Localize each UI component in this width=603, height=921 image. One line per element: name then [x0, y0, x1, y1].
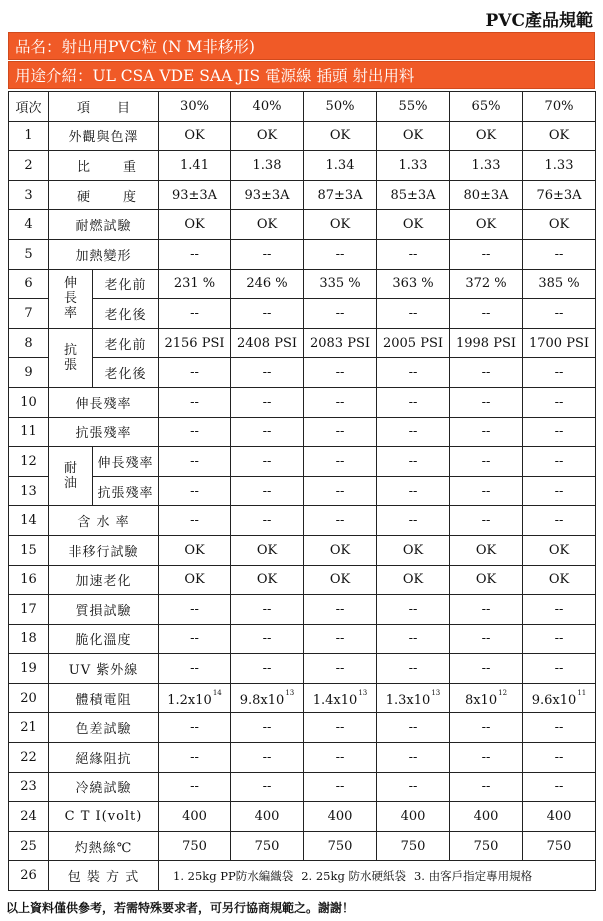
table-row — [9, 358, 596, 388]
group-label-elongation — [49, 269, 93, 328]
table-row — [9, 387, 596, 417]
row-no: 26 — [9, 861, 49, 891]
value-exponent: 12 — [498, 688, 508, 697]
value-cell: -- — [450, 772, 523, 802]
value-cell: -- — [304, 654, 377, 684]
value-cell: OK — [304, 121, 377, 151]
value-exponent: 13 — [431, 688, 441, 697]
value-cell: 1.33 — [450, 151, 523, 181]
header-col-50: 50% — [304, 92, 377, 122]
value-cell: OK — [450, 210, 523, 240]
value-mantissa: 9.8x10 — [239, 692, 285, 708]
row-no: 25 — [9, 831, 49, 861]
row-item-part: 比 — [77, 159, 91, 175]
row-no: 8 — [9, 328, 49, 358]
value-cell: 246 % — [231, 269, 304, 299]
row-item: 質損試驗 — [49, 595, 159, 625]
row-item: 老化前 — [93, 269, 159, 299]
row-item: 老化前 — [93, 328, 159, 358]
value-cell: OK — [377, 121, 450, 151]
value-cell: 363 % — [377, 269, 450, 299]
value-cell: 1700 PSI — [523, 328, 596, 358]
value-cell: OK — [304, 535, 377, 565]
table-row — [9, 624, 596, 654]
row-no: 7 — [9, 299, 49, 329]
value-cell: -- — [304, 417, 377, 447]
value-cell: OK — [231, 121, 304, 151]
table-row — [9, 506, 596, 536]
value-cell: -- — [304, 624, 377, 654]
table-row — [9, 121, 596, 151]
value-cell: -- — [231, 476, 304, 506]
value-cell: OK — [159, 121, 231, 151]
value-cell: -- — [523, 387, 596, 417]
header-col-65: 65% — [450, 92, 523, 122]
value-cell: -- — [523, 743, 596, 773]
value-cell: -- — [231, 447, 304, 477]
header-col-30: 30% — [159, 92, 231, 122]
value-cell: 400 — [231, 802, 304, 832]
table-header-row — [9, 92, 596, 122]
value-cell: 750 — [304, 831, 377, 861]
value-cell: 87±3A — [304, 180, 377, 210]
row-no: 23 — [9, 772, 49, 802]
value-cell: -- — [231, 654, 304, 684]
value-cell: -- — [377, 624, 450, 654]
value-cell: OK — [450, 535, 523, 565]
table-row — [9, 743, 596, 773]
row-no: 15 — [9, 535, 49, 565]
value-cell: -- — [523, 476, 596, 506]
value-exponent: 14 — [212, 688, 222, 697]
value-cell: 85±3A — [377, 180, 450, 210]
table-row — [9, 831, 596, 861]
value-cell: -- — [159, 624, 231, 654]
document-title: PVC產品規範 — [485, 11, 593, 31]
value-cell: -- — [159, 476, 231, 506]
group-label-text: 抗張 — [63, 342, 77, 373]
value-cell: -- — [523, 417, 596, 447]
product-name-banner: 品名：射出用PVC粒 (N M非移形) — [8, 32, 595, 60]
value-cell: -- — [450, 476, 523, 506]
value-cell: -- — [304, 506, 377, 536]
value-cell: -- — [231, 624, 304, 654]
row-item: 非移行試驗 — [49, 535, 159, 565]
value-cell: 750 — [450, 831, 523, 861]
value-cell: -- — [159, 743, 231, 773]
row-no: 22 — [9, 743, 49, 773]
value-cell: -- — [231, 506, 304, 536]
value-cell: -- — [377, 595, 450, 625]
group-label-oil — [49, 447, 93, 506]
row-no: 18 — [9, 624, 49, 654]
row-item: C T I(volt) — [49, 802, 159, 832]
value-cell: -- — [377, 772, 450, 802]
row-item: 含 水 率 — [49, 506, 159, 536]
value-cell: -- — [159, 506, 231, 536]
spec-table — [8, 91, 596, 891]
value-cell: -- — [304, 476, 377, 506]
value-cell: OK — [523, 565, 596, 595]
value-exponent: 13 — [285, 688, 295, 697]
value-mantissa: 1.2x10 — [167, 692, 212, 708]
value-cell — [523, 683, 596, 713]
value-cell: 1.33 — [377, 151, 450, 181]
value-cell: -- — [523, 772, 596, 802]
value-cell: -- — [159, 447, 231, 477]
usage-banner: 用途介紹：UL CSA VDE SAA JIS 電源線 插頭 射出用料 — [8, 61, 595, 89]
value-cell — [304, 683, 377, 713]
table-row — [9, 151, 596, 181]
table-row — [9, 683, 596, 713]
value-cell — [159, 683, 231, 713]
value-cell: -- — [523, 506, 596, 536]
value-cell: -- — [450, 595, 523, 625]
header-col-70: 70% — [523, 92, 596, 122]
value-cell: -- — [450, 387, 523, 417]
value-cell: -- — [304, 772, 377, 802]
value-cell: 400 — [304, 802, 377, 832]
value-cell: 335 % — [304, 269, 377, 299]
value-cell: -- — [231, 299, 304, 329]
value-cell: 2083 PSI — [304, 328, 377, 358]
value-cell: -- — [523, 595, 596, 625]
value-cell: OK — [523, 535, 596, 565]
value-cell: -- — [159, 654, 231, 684]
value-mantissa: 1.4x10 — [312, 692, 358, 708]
footnote: 以上資料僅供參考，若需特殊要求者，可另行協商規範之。謝謝！ — [6, 901, 355, 915]
row-no: 12 — [9, 447, 49, 477]
value-cell: OK — [231, 210, 304, 240]
value-cell: -- — [523, 239, 596, 269]
value-cell: OK — [377, 535, 450, 565]
value-cell: 372 % — [450, 269, 523, 299]
row-no: 2 — [9, 151, 49, 181]
value-cell: OK — [523, 210, 596, 240]
value-cell: OK — [159, 565, 231, 595]
value-cell: -- — [523, 654, 596, 684]
row-item: 脆化溫度 — [49, 624, 159, 654]
value-cell: OK — [450, 121, 523, 151]
table-row — [9, 595, 596, 625]
value-cell: -- — [304, 387, 377, 417]
value-cell: 750 — [231, 831, 304, 861]
row-item: 外觀與色澤 — [49, 121, 159, 151]
packaging-option: 2. 25kg 防水硬紙袋 — [301, 868, 406, 883]
row-item: 灼熱絲℃ — [49, 831, 159, 861]
value-exponent: 13 — [358, 688, 368, 697]
table-row — [9, 417, 596, 447]
value-cell: 1.34 — [304, 151, 377, 181]
row-item: 體積電阻 — [49, 683, 159, 713]
value-cell: -- — [304, 447, 377, 477]
value-mantissa: 8x10 — [464, 692, 498, 708]
value-cell — [231, 683, 304, 713]
value-cell: -- — [450, 713, 523, 743]
value-cell — [450, 683, 523, 713]
value-cell: -- — [304, 743, 377, 773]
value-cell: 80±3A — [450, 180, 523, 210]
value-cell: 93±3A — [159, 180, 231, 210]
header-no: 項次 — [9, 92, 49, 122]
value-cell: -- — [523, 299, 596, 329]
value-cell: -- — [450, 299, 523, 329]
table-row — [9, 476, 596, 506]
value-cell: -- — [159, 387, 231, 417]
value-cell: -- — [304, 239, 377, 269]
value-cell: -- — [450, 417, 523, 447]
table-row — [9, 535, 596, 565]
value-cell: -- — [450, 624, 523, 654]
row-no: 10 — [9, 387, 49, 417]
row-item: 老化後 — [93, 358, 159, 388]
packaging-option: 1. 25kg PP防水編織袋 — [173, 868, 294, 883]
value-cell: OK — [377, 210, 450, 240]
row-no: 5 — [9, 239, 49, 269]
value-cell: 93±3A — [231, 180, 304, 210]
value-cell: -- — [377, 447, 450, 477]
row-item: 包 裝 方 式 — [49, 861, 159, 891]
value-cell: OK — [231, 535, 304, 565]
value-cell: 2156 PSI — [159, 328, 231, 358]
value-cell: -- — [377, 654, 450, 684]
value-cell: -- — [231, 358, 304, 388]
value-cell: -- — [523, 358, 596, 388]
row-item: 加熱變形 — [49, 239, 159, 269]
value-cell: -- — [159, 358, 231, 388]
value-mantissa: 9.6x10 — [531, 692, 577, 708]
value-cell: 400 — [450, 802, 523, 832]
group-label-text: 耐油 — [63, 461, 77, 492]
table-row — [9, 447, 596, 477]
header-item-a: 項 — [77, 100, 91, 116]
row-item: 抗張殘率 — [49, 417, 159, 447]
value-cell: -- — [377, 476, 450, 506]
value-cell — [377, 683, 450, 713]
row-no: 24 — [9, 802, 49, 832]
value-cell: 400 — [159, 802, 231, 832]
value-cell: 400 — [377, 802, 450, 832]
value-cell: OK — [304, 210, 377, 240]
value-cell: -- — [231, 417, 304, 447]
table-row — [9, 328, 596, 358]
table-row — [9, 269, 596, 299]
row-no: 9 — [9, 358, 49, 388]
value-cell: -- — [231, 772, 304, 802]
row-item: 耐燃試驗 — [49, 210, 159, 240]
value-cell: 1.33 — [523, 151, 596, 181]
row-item: 冷繞試驗 — [49, 772, 159, 802]
value-cell: OK — [159, 210, 231, 240]
value-cell: -- — [450, 447, 523, 477]
row-no: 6 — [9, 269, 49, 299]
row-item: 抗張殘率 — [93, 476, 159, 506]
row-item: 老化後 — [93, 299, 159, 329]
value-cell: -- — [159, 417, 231, 447]
value-cell: 400 — [523, 802, 596, 832]
header-item — [49, 92, 159, 122]
value-cell: OK — [159, 535, 231, 565]
value-cell: -- — [231, 387, 304, 417]
value-cell: -- — [231, 743, 304, 773]
value-cell: 1.41 — [159, 151, 231, 181]
value-cell: -- — [304, 358, 377, 388]
value-cell: -- — [377, 743, 450, 773]
table-row — [9, 772, 596, 802]
value-cell: -- — [450, 506, 523, 536]
value-cell: -- — [523, 713, 596, 743]
row-item — [49, 180, 159, 210]
row-item: 伸長殘率 — [93, 447, 159, 477]
row-no: 1 — [9, 121, 49, 151]
value-cell: -- — [231, 713, 304, 743]
value-cell: 2408 PSI — [231, 328, 304, 358]
row-no: 19 — [9, 654, 49, 684]
table-row — [9, 802, 596, 832]
value-cell: -- — [304, 713, 377, 743]
table-row — [9, 654, 596, 684]
row-no: 3 — [9, 180, 49, 210]
value-cell: -- — [159, 772, 231, 802]
value-cell: 750 — [523, 831, 596, 861]
value-cell: -- — [450, 743, 523, 773]
value-cell: 1998 PSI — [450, 328, 523, 358]
row-item-part: 重 — [122, 159, 136, 175]
value-cell: 750 — [377, 831, 450, 861]
value-cell: -- — [377, 713, 450, 743]
value-cell: 385 % — [523, 269, 596, 299]
row-no: 14 — [9, 506, 49, 536]
value-cell: -- — [159, 239, 231, 269]
table-row — [9, 713, 596, 743]
header-col-40: 40% — [231, 92, 304, 122]
value-cell: -- — [231, 239, 304, 269]
value-cell: 750 — [159, 831, 231, 861]
value-cell: -- — [523, 447, 596, 477]
row-no: 4 — [9, 210, 49, 240]
value-cell: -- — [231, 595, 304, 625]
value-cell: -- — [523, 624, 596, 654]
row-item: 伸長殘率 — [49, 387, 159, 417]
value-cell: OK — [450, 565, 523, 595]
row-no: 11 — [9, 417, 49, 447]
value-cell: OK — [523, 121, 596, 151]
value-cell: -- — [304, 595, 377, 625]
value-cell: -- — [450, 239, 523, 269]
value-cell: OK — [231, 565, 304, 595]
value-cell: -- — [159, 299, 231, 329]
table-row — [9, 565, 596, 595]
row-no: 16 — [9, 565, 49, 595]
value-cell: -- — [377, 506, 450, 536]
table-row — [9, 210, 596, 240]
row-no: 20 — [9, 683, 49, 713]
row-item: UV 紫外線 — [49, 654, 159, 684]
value-exponent: 11 — [577, 688, 587, 697]
value-cell: 1.38 — [231, 151, 304, 181]
row-item-part: 硬 — [77, 189, 91, 205]
value-cell: -- — [377, 387, 450, 417]
value-cell: -- — [159, 595, 231, 625]
header-col-55: 55% — [377, 92, 450, 122]
table-row — [9, 299, 596, 329]
packaging-option: 3. 由客戶指定專用規格 — [413, 868, 533, 883]
row-item — [49, 151, 159, 181]
value-cell: -- — [377, 239, 450, 269]
value-cell: OK — [304, 565, 377, 595]
value-cell: -- — [377, 299, 450, 329]
value-mantissa: 1.3x10 — [385, 692, 431, 708]
value-cell: -- — [159, 713, 231, 743]
row-no: 17 — [9, 595, 49, 625]
value-cell: OK — [377, 565, 450, 595]
value-cell: -- — [450, 358, 523, 388]
table-row — [9, 180, 596, 210]
table-row — [9, 239, 596, 269]
value-cell: -- — [377, 417, 450, 447]
value-cell: 231 % — [159, 269, 231, 299]
value-cell: 76±3A — [523, 180, 596, 210]
row-item: 絕緣阻抗 — [49, 743, 159, 773]
row-item: 加速老化 — [49, 565, 159, 595]
value-cell: 2005 PSI — [377, 328, 450, 358]
packaging-row — [9, 861, 596, 891]
packaging-options — [159, 861, 596, 891]
value-cell: -- — [450, 654, 523, 684]
group-label-text: 伸長率 — [63, 276, 77, 322]
row-item-part: 度 — [122, 189, 136, 205]
row-item: 色差試驗 — [49, 713, 159, 743]
row-no: 21 — [9, 713, 49, 743]
group-label-tensile — [49, 328, 93, 387]
row-no: 13 — [9, 476, 49, 506]
header-item-b: 目 — [116, 100, 130, 116]
value-cell: -- — [377, 358, 450, 388]
value-cell: -- — [304, 299, 377, 329]
